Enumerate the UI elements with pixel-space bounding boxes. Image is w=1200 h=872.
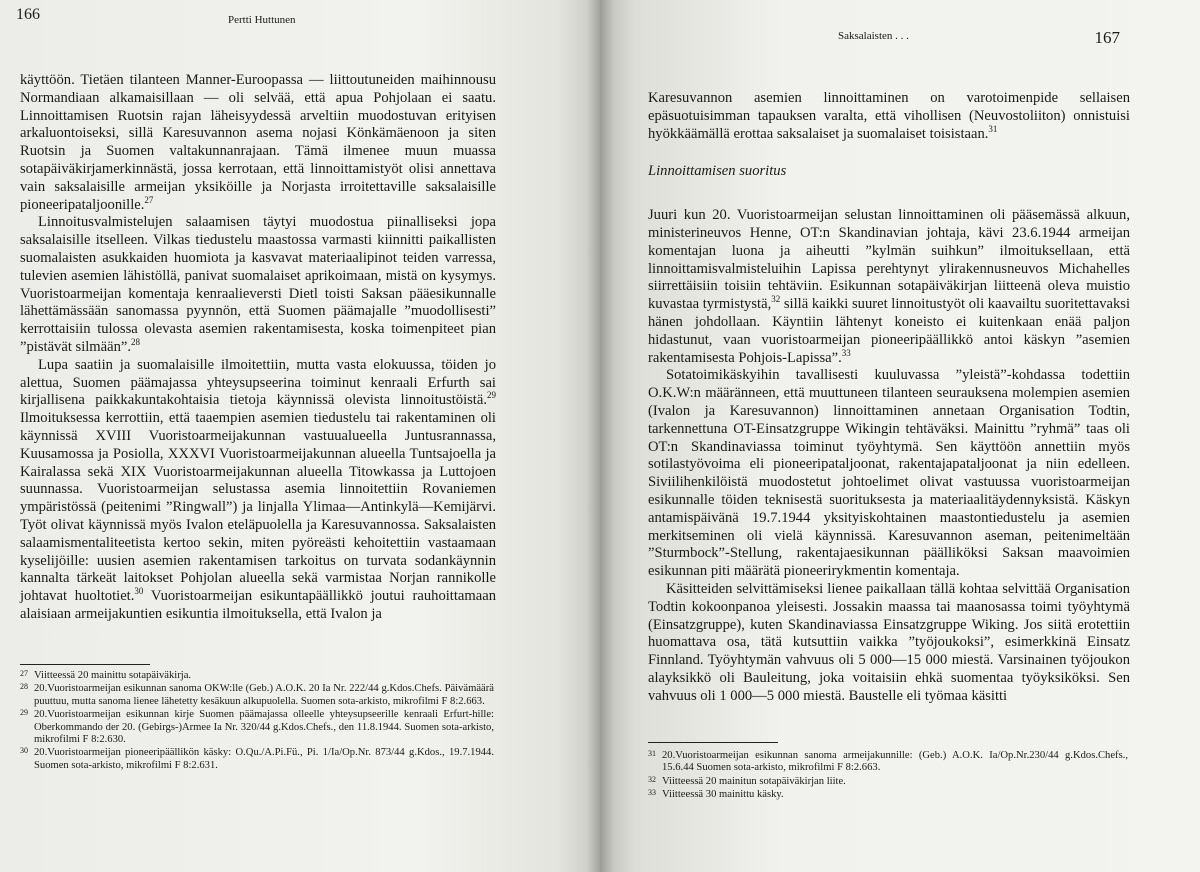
footnote-ref[interactable]: 32 <box>771 294 781 305</box>
paragraph: Lupa saatiin ja suomalaisille ilmoitettiin, mutta vasta elokuussa, töiden jo alettua, Suomen päämajassa yhteysupseerina toiminut kenraali Erfurth sai kirjallisena paikkakuntakohtaisia tietoja käynnissä olevista linnoitustöistä.$^{29}$ Ilmoituksessa kerrottiin, että taaempien asemien tiedustelu tai rakentaminen oli käynnissä XVIII Vuoristoarmeijakunnan vastuualueella Juntusrannassa, Kuusamossa ja Posiolla, XXXVI Vuoristoarmeijakunnan alueella Tuntsajoella ja Kairalassa sekä XIX Vuoristoarmeijakunnan alueella Titowkassa ja Luttojoen suunnassa. Vuoristoarmeijan selustassa asemia linnoitettiin Rovaniemen ympäristössä (peitenimi ”Ringwall”) ja linjalla Ylimaa—Antinkylä—Kemijärvi. Työt olivat käynnissä myös Ivalon eteläpuolella ja Karesuvannossa. Saksalaisten salaamismentaliteetista kertoo sekin, miten pyöreästi kehoitettiin vastaamaan kyselijöille: uusien asemien rakentamisen tarkoitus on turvata sodankäynnin kannalta tärkeät laitokset Pohjolan alueella sekä varmistaa Norjan rannikolle johtavat huoltotiet.$^{30}$ Vuoristoarmeijan esikuntapäällikkö joutui rauhoittamaan alaisiaan armeijakuntien esikuntia ilmoituksella, että Ivalon ja <box>20 356 496 622</box>
footnote: 27 Viitteessä 20 mainittu sotapäiväkirja. <box>20 669 192 681</box>
footnotes-left <box>20 670 494 773</box>
footnote: 30 20.Vuoristoarmeijan pioneeripäällikön käsky: O.Qu./A.Pi.Fü., Pi. 1/Ia/Op.Nr. 873/44 g.Kdos., 19.7.1944. Suomen sota-arkisto, mikrofilmi F 8:2.631. <box>20 746 494 771</box>
running-head-right: Saksalaisten . . . <box>838 30 909 42</box>
section-heading: Linnoittamisen suoritus <box>648 163 787 180</box>
footnote-divider <box>20 664 150 665</box>
page-number-right: 167 <box>1094 28 1120 47</box>
left-body-text <box>20 72 496 624</box>
paragraph: Linnoitusvalmistelujen salaamisen täytyi muodostua piinalliseksi jopa saksalaisille itselleen. Vilkas tiedustelu maastossa varmasti kiinnitti paikallisten suomalaisten asukkaiden huomiota ja kasvavat materiaalipinot teiden varressa, tulevien asemien lähistöllä, panivat suomalaiset aprikoimaan, mistä on kysymys. Vuoristoarmeijan komentaja kenraalieversti Dietl toisti Saksan pääesikunnalle lähettämässään sanomassa pyynnön, että Suomen päämajalle ”muodollisesti” kerrottaisiin tulossa olevasta asemien rakentamisesta, koska toimenpiteet pian ”pistävät silmään”.$^{28}$ <box>20 214 496 355</box>
footnote-divider <box>648 742 778 743</box>
footnote: 29 20.Vuoristoarmeijan esikunnan kirje Suomen päämajassa olleelle yhteysupseerille kenraali Erfurt-hille: Oberkommando der 20. (Gebirgs-)Armee Ia Nr. 320/44 g.Kdos.Chefs., den 11.8.1944. Suomen sota-arkisto, mikrofilmi F 8:2.630. <box>20 708 494 746</box>
footnote: 32 Viitteessä 20 mainitun sotapäiväkirjan liite. <box>648 774 846 787</box>
page-number-left: 166 <box>16 6 40 23</box>
footnote: 28 20.Vuoristoarmeijan esikunnan sanoma OKW:lle (Geb.) A.O.K. 20 Ia Nr. 222/44 g.Kdos.Chefs. Päivämäärä puuttuu, mutta sanoma lienee lähetetty kesäkuun alkupuolella. Suomen sota-arkisto, mikrofilmi F 8:2.663. <box>20 682 494 707</box>
paragraph: Juuri kun 20. Vuoristoarmeijan selustan linnoittaminen oli pääsemässä alkuun, ministerineuvos Henne, OT:n Skandinavian johtaja, kävi 23.6.1944 armeijan komentajan luona ja aiheutti ”kylmän suihkun” ilmoituksellaan, että linnoittamisvalmisteluihin Lapissa perehtynyt ylirakennusneuvos Michahelles siirrettäisiin toisiin tehtäviin. Esikunnan sotapäiväkirjan liitteenä oleva muistio kuvastaa tyrmistystä,$^{32}$ sillä kaikki suuret linnoitustyöt oli kaavailtu suoritettavaksi hänen johdollaan. Käyntiin lähtenyt koneisto ei kuitenkaan enää paljon hidastunut, vaan vuoristoarmeijan pioneeripäällikkö antoi käskyn ”asemien rakentamisesta Pohjois-Lapissa”.$^{33}$ <box>648 207 1131 366</box>
footnote-ref[interactable]: 33 <box>841 347 851 358</box>
footnote-ref[interactable]: 27 <box>144 194 154 205</box>
paragraph: käyttöön. Tietäen tilanteen Manner-Euroopassa — liittoutuneiden maihinnousu Normandiaan alkamaisillaan — oli selvää, että apua Pohjolaan ei saatu. Linnoittamisen Ruotsin rajan läheisyydessä arveltiin muodostuvan erityisen arkaluontoiseksi, sillä Karesuvannon asema nojasi Könkämäenoon ja siten Ruotsin ja Suomen valtakunnanrajaan. Tämä ilmenee muun muassa sotapäiväkirjamerkinnästä, jossa kerrotaan, että linnoittamistyöt olisi annettava vain saksalaisille armeijan yksiköille ja Norjasta irroitettaville saksalaisille pioneeripataljoonille.$^{27}$ <box>20 72 496 213</box>
footnote: 31 20.Vuoristoarmeijan esikunnan sanoma armeijakunnille: (Geb.) A.O.K. Ia/Op.Nr.230/44 g.Kdos.Chefs., 15.6.44 Suomen sota-arkisto, mikrofilmi F 8:2.663. <box>648 749 1128 774</box>
running-head-left: Pertti Huttunen <box>228 14 296 26</box>
paragraph: Karesuvannon asemien linnoittaminen on varotoimenpide sellaisen epäsuotuisimman tapauksen varalta, että vihollisen (Neuvostoliiton) onnistuisi hyökkäämällä erottaa saksalaiset ja suomalaiset toisistaan.$^{31}$ <box>648 90 1130 142</box>
footnotes-right <box>648 750 1128 803</box>
paragraph: Sotatoimikäskyihin tavallisesti kuuluvassa ”yleistä”-kohdassa todettiin O.K.W:n määränneen, että muuttuneen tilanteen seurauksena molempien asemien (Ivalon ja Karesuvannon) linnoittaminen annetaan Organisation Todtin, tarkennettuna OT-Einsatzgruppe Wikingin tehtäväksi. Mainittu ”ryhmä” taas oli OT:n Skandinaviassa toiminut työyhtymä. Sen käyttöön annettiin myös sotilastyövoima eli pioneeripataljoonat, rakentajapataljoonat ja niin edelleen. Siviilihenkilöistä muodostetut johtoelimet olivat vastuussa vuoristoarmeijan esikunnalle töiden teknisestä suorituksesta ja materiaalitäydennyksistä. Käskyn antamispäivänä 19.7.1944 yksityiskohtainen maastontiedustelu ja asemien merkitseminen oli vielä käynnissä. Karesuvannon aseman, peitenimeltään ”Sturmbock”-Stellung, rakentajaesikunnan päälliköksi Saksan maavoimien esikunnan piti määrätä pioneerirykmentin komentaja. <box>648 367 1130 580</box>
right-page <box>600 0 1200 872</box>
footnote-ref[interactable]: 28 <box>131 337 141 348</box>
footnote-ref[interactable]: 29 <box>487 390 496 401</box>
footnote-ref[interactable]: 30 <box>134 586 144 597</box>
right-body-text <box>648 90 1130 706</box>
paragraph: Käsitteiden selvittämiseksi lienee paikallaan tällä kohtaa selvittää Organisation Todtin kokoonpanoa yleisesti. Jossakin maassa tai maanosassa toimi työyhtymä (Einsatzgruppe), kuten Skandinaviassa Einsatzgruppe Wiking. Jos siitä erotettiin huomattava osa, tätä kutsuttiin vaikka ”työjoukoksi”, esimerkkinä Einsatz Finnland. Työyhtymän vahvuus oli 5 000—15 000 miestä. Varsinainen työjoukon alayksikkö oli Bauleitung, joka voitaisiin ehkä suomentaa työyksiköksi. Sen vahvuus oli 1 000—5 000 miestä. Baustelle eli työmaa käsitti <box>648 580 1130 704</box>
footnote-ref[interactable]: 31 <box>988 123 998 134</box>
footnote: 33 Viitteessä 30 mainittu käsky. <box>648 788 784 801</box>
